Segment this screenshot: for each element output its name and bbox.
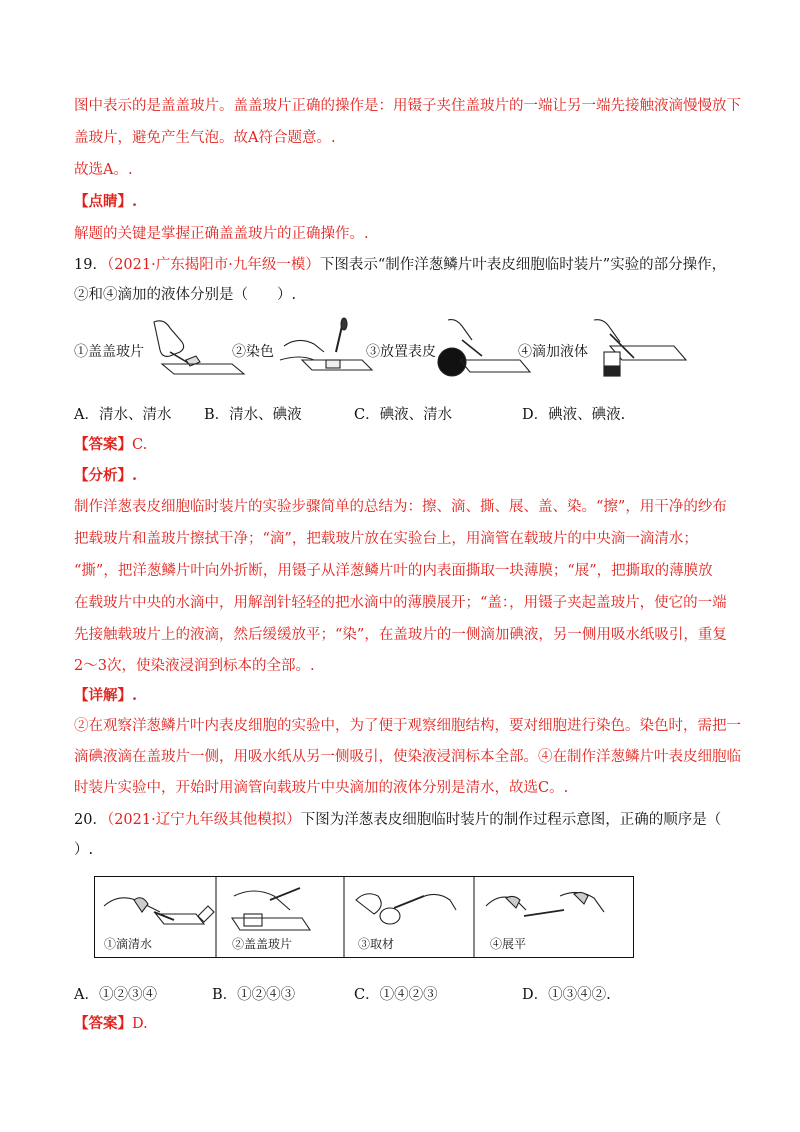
q19-analysis-line-5: 先接触载玻片上的液滴，然后缓缓放平；“染”，在盖玻片的一侧滴加碘液，另一侧用吸水纸吸引，重复 [74, 627, 727, 643]
q20-answer-value: D. [132, 1016, 148, 1032]
q20-option-d: D．①③④②. [522, 987, 611, 1003]
q19-placing-epidermis-drawing [438, 320, 530, 376]
q19-option-b: B．清水、碘液 [204, 407, 302, 423]
q19-detail-line-3: 时装片实验中，开始时用滴管向载玻片中央滴加的液体分别是清水，故选C。. [74, 780, 569, 796]
q19-detail-line-2: 滴碘液滴在盖玻片一侧，用吸水纸从另一侧吸引，使染液浸润标本全部。④在制作洋葱鳞片叶表皮细胞临 [74, 749, 741, 765]
q18-choice: 故选A。. [74, 162, 133, 178]
q19-adding-liquid-drawing [594, 320, 686, 376]
q20-stem-line-2: ）. [74, 842, 94, 858]
q19-option-c: C．碘液、清水 [354, 407, 453, 423]
q19-figure-label-2: ②染色 [232, 344, 274, 360]
q20-figure-label-3: ③取材 [358, 937, 395, 951]
q18-explanation-line-1: 图中表示的是盖盖玻片。盖盖玻片正确的操作是：用镊子夹住盖玻片的一端让另一端先接触液滴慢慢放下 [74, 98, 741, 114]
q19-answer-value: C. [132, 437, 148, 453]
q20-figure-label-1: ①滴清水 [104, 937, 153, 951]
q19-analysis-line-6: 2～3次，使染液浸润到标本的全部。. [74, 658, 315, 674]
q20-option-b: B．①②④③ [212, 987, 296, 1003]
q19-source: （2021·广东揭阳市·九年级一模） [106, 257, 320, 273]
q19-figure-label-4: ④滴加液体 [518, 344, 588, 360]
q19-analysis-line-2: 把载玻片和盖玻片擦拭干净；“滴”，把载玻片放在实验台上，用滴管在载玻片的中央滴一滴清水； [74, 531, 698, 547]
q19-detail-line-1: ②在观察洋葱鳞片叶内表皮细胞的实验中，为了便于观察细胞结构，要对细胞进行染色。染色时，需把一 [74, 718, 741, 734]
q18-point-heading: 【点睛】. [74, 193, 138, 210]
q19-analysis-heading: 【分析】. [74, 467, 138, 484]
q19-option-d: D．碘液、碘液. [522, 407, 626, 423]
q19-number: 19． [74, 257, 107, 273]
q20-answer-heading: 【答案】 [74, 1015, 132, 1032]
q20-stem: 下图为洋葱表皮细胞临时装片的制作过程示意图，正确的顺序是（ [300, 812, 722, 828]
q20-stem-line-1 [74, 810, 721, 830]
q19-stem-line-1 [74, 255, 726, 275]
q19-analysis-line-3: “撕”，把洋葱鳞片叶向外折断，用镊子从洋葱鳞片叶的内表面撕取一块薄膜；“展”，把撕取的薄膜放 [74, 563, 713, 579]
q19-hand-coverslip-drawing [154, 321, 244, 374]
q20-figure-label-2: ②盖盖玻片 [232, 937, 293, 951]
q20-figure-label-4: ④展平 [490, 937, 527, 951]
q19-answer [74, 435, 147, 455]
q18-point-text: 解题的关键是掌握正确盖盖玻片的正确操作。. [74, 226, 369, 242]
q20-number: 20． [74, 812, 107, 828]
q19-stem-line-2: ②和④滴加的液体分别是（ ）. [74, 287, 297, 303]
q19-stem: 下图表示“制作洋葱鳞片叶表皮细胞临时装片”实验的部分操作， [319, 257, 727, 273]
q20-option-c: C．①④②③ [354, 987, 438, 1003]
q19-figure [74, 316, 694, 384]
q18-explanation-line-2: 盖玻片，避免产生气泡。故A符合题意。. [74, 130, 336, 146]
q19-analysis-line-4: 在载玻片中央的水滴中，用解剖针轻轻的把水滴中的薄膜展开；“盖：，用镊子夹起盖玻片，使它的一端 [74, 595, 727, 611]
q19-figure-label-3: ③放置表皮 [366, 344, 436, 360]
q19-detail-heading: 【详解】. [74, 687, 138, 704]
q20-option-a: A．①②③④ [74, 987, 157, 1003]
q20-answer [74, 1014, 148, 1034]
q19-answer-heading: 【答案】 [74, 436, 132, 453]
q19-option-a: A．清水、清水 [74, 407, 172, 423]
q19-figure-label-1: ①盖盖玻片 [74, 344, 144, 360]
q20-source: （2021·辽宁九年级其他模拟） [106, 812, 301, 828]
q20-figure [94, 876, 634, 958]
q19-staining-drawing [280, 318, 372, 370]
q19-analysis-line-1: 制作洋葱表皮细胞临时装片的实验步骤简单的总结为：擦、滴、撕、展、盖、染。“擦”，用干净的纱布 [74, 499, 727, 515]
